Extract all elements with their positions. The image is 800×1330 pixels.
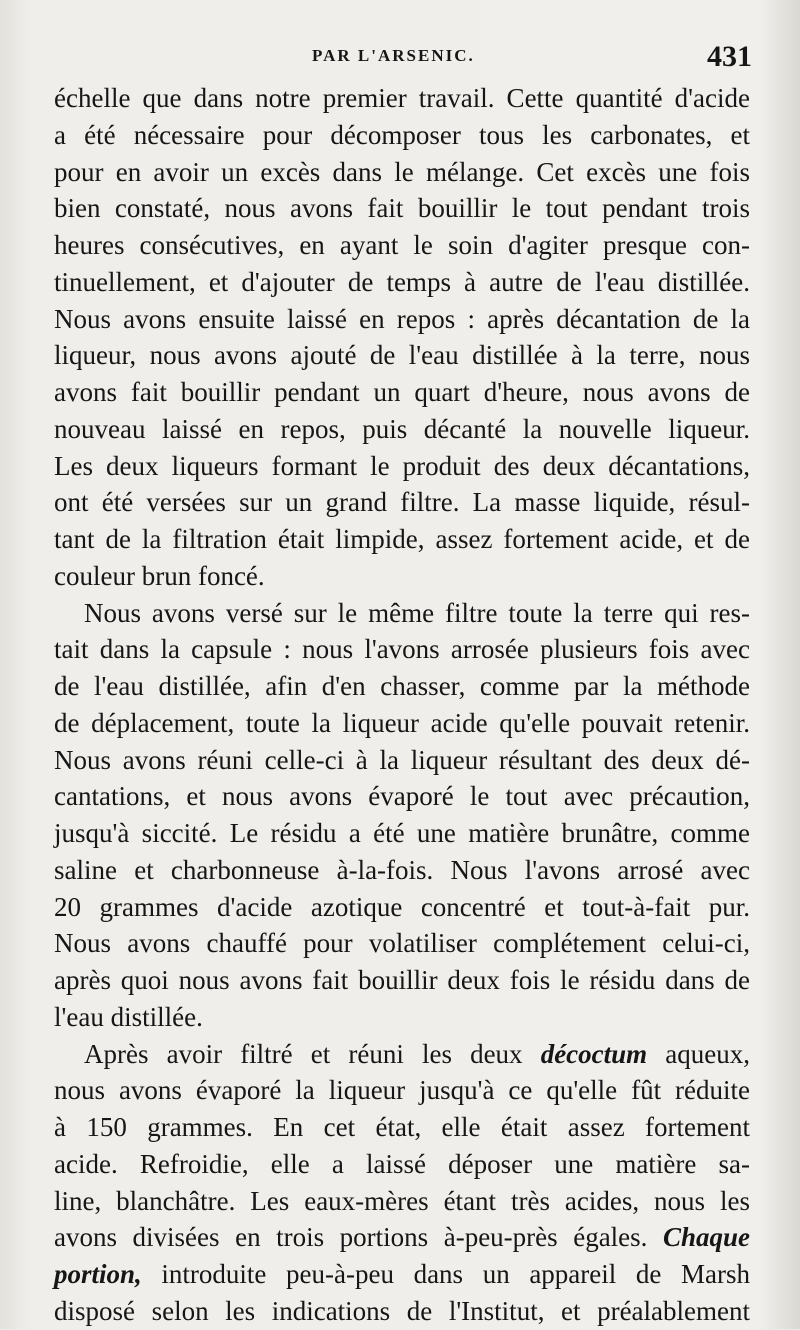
paragraph-start-line: Nous avons versé sur le même filtre toute la terre qui res- bbox=[84, 597, 750, 628]
text-line: pour en avoir un excès dans le mélange. Cet excès une fois bbox=[54, 156, 750, 187]
text-line: heures consécutives, en ayant le soin d'agiter presque con- bbox=[54, 230, 750, 260]
page-number: 431 bbox=[707, 40, 752, 73]
paragraph-start-line: Après avoir filtré et réuni les deux décoctum aqueux, bbox=[84, 1038, 751, 1069]
text-line: nous avons évaporé la liqueur jusqu'à ce qu'elle fût réduite bbox=[54, 1075, 750, 1106]
body-text bbox=[54, 80, 750, 1330]
text-line: tait dans la capsule : nous l'avons arrosée plusieurs fois avec bbox=[54, 634, 750, 665]
text-line: couleur brun foncé. bbox=[54, 560, 265, 591]
text-line: après quoi nous avons fait bouillir deux fois le résidu dans de bbox=[54, 965, 750, 995]
text-line: Nous avons réuni celle-ci à la liqueur résultant des deux dé- bbox=[54, 744, 750, 775]
text-line: tinuellement, et d'ajouter de temps à autre de l'eau distillée. bbox=[54, 266, 750, 297]
text-line: acide. Refroidie, elle a laissé déposer une matière sa- bbox=[54, 1148, 750, 1179]
text-line: 20 grammes d'acide azotique concentré et tout-à-fait pur. bbox=[54, 891, 750, 922]
text-line: tant de la filtration était limpide, assez fortement acide, et de bbox=[54, 524, 750, 554]
italic-term: Chaque bbox=[662, 1222, 750, 1253]
text-line: liqueur, nous avons ajouté de l'eau distillée à la terre, nous bbox=[54, 340, 750, 371]
text-line: avons fait bouillir pendant un quart d'heure, nous avons de bbox=[54, 377, 750, 407]
running-head: PAR L'ARSENIC. bbox=[312, 46, 475, 65]
text-line: Nous avons ensuite laissé en repos : après décantation de la bbox=[54, 303, 750, 334]
text-line: jusqu'à siccité. Le résidu a été une matière brunâtre, comme bbox=[54, 818, 750, 848]
text-line: cantations, et nous avons évaporé le tout avec précaution, bbox=[54, 781, 750, 812]
text-line: bien constaté, nous avons fait bouillir le tout pendant trois bbox=[54, 193, 750, 224]
text-line: de l'eau distillée, afin d'en chasser, comme par la méthode bbox=[54, 671, 750, 701]
text-line: échelle que dans notre premier travail. Cette quantité d'acide bbox=[54, 83, 750, 113]
text-line: disposé selon les indications de l'Institut, et préalablement bbox=[54, 1295, 750, 1326]
text-line: line, blanchâtre. Les eaux-mères étant très acides, nous les bbox=[54, 1185, 750, 1216]
text-line: de déplacement, toute la liqueur acide qu'elle pouvait retenir. bbox=[54, 707, 750, 738]
text-line: Nous avons chauffé pour volatiliser complétement celui-ci, bbox=[54, 928, 750, 959]
text-line: avons divisées en trois portions à-peu-près égales. Chaque bbox=[54, 1222, 750, 1253]
text-line: l'eau distillée. bbox=[54, 1001, 203, 1032]
text-line: nouveau laissé en repos, puis décanté la nouvelle liqueur. bbox=[54, 413, 750, 444]
italic-term: portion, bbox=[54, 1259, 142, 1289]
text-line: a été nécessaire pour décomposer tous les carbonates, et bbox=[54, 119, 750, 150]
text-line: Les deux liqueurs formant le produit des deux décantations, bbox=[54, 450, 750, 481]
page-header bbox=[54, 40, 754, 80]
text-line: saline et charbonneuse à-la-fois. Nous l'avons arrosé avec bbox=[54, 854, 750, 885]
text-line: portion, introduite peu-à-peu dans un appareil de Marsh bbox=[54, 1259, 750, 1289]
italic-term: décoctum bbox=[540, 1038, 648, 1069]
text-line: ont été versées sur un grand filtre. La masse liquide, résul- bbox=[54, 487, 750, 518]
text-line: à 150 grammes. En cet état, elle était assez fortement bbox=[54, 1112, 750, 1142]
